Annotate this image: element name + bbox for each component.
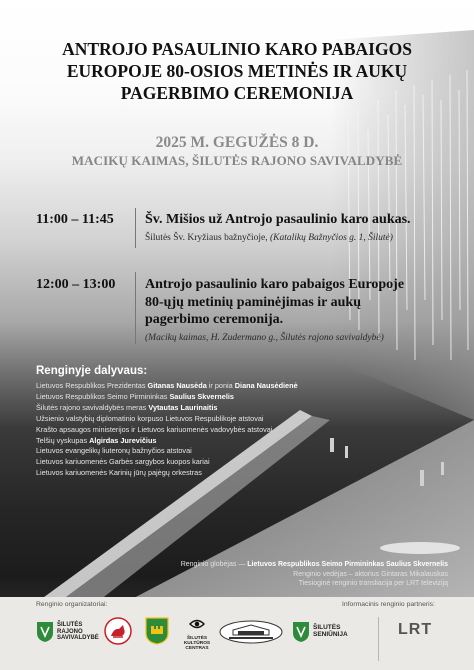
participant-item: Krašto apsaugos ministerijos ir Lietuvos kariuomenės vadovybės atstovai xyxy=(36,424,273,434)
event-title-line: 80-ųjų metinių paminėjimas ir aukų xyxy=(145,294,361,310)
event-date: 2025 M. GEGUŽĖS 8 D. xyxy=(155,134,319,151)
participant-item: Užsienio valstybių diplomatinio korpuso Lietuvos Respublikoje atstovai xyxy=(36,413,264,423)
event-address: (Katalikų Bažnyčios g. 1, Šilutė) xyxy=(269,233,393,243)
event-location xyxy=(145,333,384,343)
schedule-divider xyxy=(135,272,136,344)
lrt-logo: LRT xyxy=(398,621,433,638)
event-host: Renginio vedėjas – aktorius Gintaras Mikalauskas xyxy=(293,570,448,578)
participant-item: Lietuvos Respublikos Seimo Pirmininkas Saulius Skvernelis xyxy=(36,391,234,401)
silute-eldership-crest-icon xyxy=(292,621,310,643)
logo-text-line: CENTRAS xyxy=(185,646,209,652)
logo-text-line: RAJONO xyxy=(57,628,83,635)
title-line: PAGERBIMO CEREMONIJA xyxy=(120,83,354,103)
logo-text-line: ŠILUTĖS xyxy=(57,622,83,628)
logo-text-line: ŠILUTĖS xyxy=(313,624,341,631)
title-line: ANTROJO PASAULINIO KARO PABAIGOS xyxy=(62,39,412,59)
event-title xyxy=(145,211,450,229)
logo-text-line: SAVIVALDYBĖ xyxy=(57,635,99,641)
event-title xyxy=(145,276,450,329)
event-time: 12:00 – 13:00 xyxy=(36,277,116,292)
poster-title xyxy=(20,38,454,104)
event-patron: Renginio globėjas — Lietuvos Respublikos Seimo Pirmininkas Saulius Skvernelis xyxy=(180,561,448,568)
event-location xyxy=(145,233,393,243)
manor-house-logo-icon xyxy=(219,620,283,644)
event-credits xyxy=(181,560,448,589)
event-broadcast: Tiesioginė renginio transliacija per LRT televiziją xyxy=(298,580,448,587)
event-address: (Macikų kaimas, H. Zudermano g., Šilutės rajono savivaldybė) xyxy=(145,333,384,343)
participants-heading: Renginyje dalyvaus: xyxy=(36,365,148,377)
event-time: 11:00 – 11:45 xyxy=(36,212,114,227)
title-line: EUROPOJE 80-OSIOS METINĖS IR AUKŲ xyxy=(66,61,408,81)
organizers-label: Renginio organizatoriai: xyxy=(36,601,108,608)
event-place: MACIKŲ KAIMAS, ŠILUTĖS RAJONO SAVIVALDYBĖ xyxy=(71,153,403,168)
event-title-line: Antrojo pasaulinio karo pabaigos Europoje xyxy=(145,277,405,292)
vytis-knight-icon xyxy=(104,616,132,646)
schedule-divider xyxy=(135,208,136,248)
participant-item: Lietuvos kariuomenės Garbės sargybos kuopos kariai xyxy=(36,457,210,467)
gediminas-pillars-icon xyxy=(145,617,169,645)
event-location-text: Šilutės Šv. Kryžiaus bažnyčioje, xyxy=(145,233,270,243)
participant-item: Telšių vyskupas Algirdas Jurevičius xyxy=(36,435,157,445)
partners-label: Informacinis renginio partneris: xyxy=(342,601,435,608)
eye-icon xyxy=(189,617,205,631)
participants-list xyxy=(36,381,298,479)
logo-text-line: ŠILUTĖS xyxy=(186,636,208,641)
participant-item: Lietuvos kariuomenės Karinių jūrų pajėgų orkestras xyxy=(36,468,202,478)
logo-text-line: SENIŪNIJA xyxy=(313,631,348,638)
participant-item: Šilutės rajono savivaldybės meras Vytautas Laurinaitis xyxy=(36,402,218,412)
organizers-footer xyxy=(0,597,474,670)
silute-district-crest-icon xyxy=(36,621,54,643)
event-title-line: Šv. Mišios už Antrojo pasaulinio karo aukas. xyxy=(145,212,411,227)
logo-text-line: KULTŪROS xyxy=(183,641,211,647)
event-title-line: pagerbimo ceremonija. xyxy=(145,312,284,327)
footer-divider xyxy=(378,617,379,661)
participant-item: Lietuvos evangelikų liuteronų bažnyčios atstovai xyxy=(36,446,192,456)
participant-item: Lietuvos Respublikos Prezidentas Gitanas Nausėda ir ponia Diana Nausėdienė xyxy=(36,381,298,390)
culture-center-logo xyxy=(183,617,211,652)
